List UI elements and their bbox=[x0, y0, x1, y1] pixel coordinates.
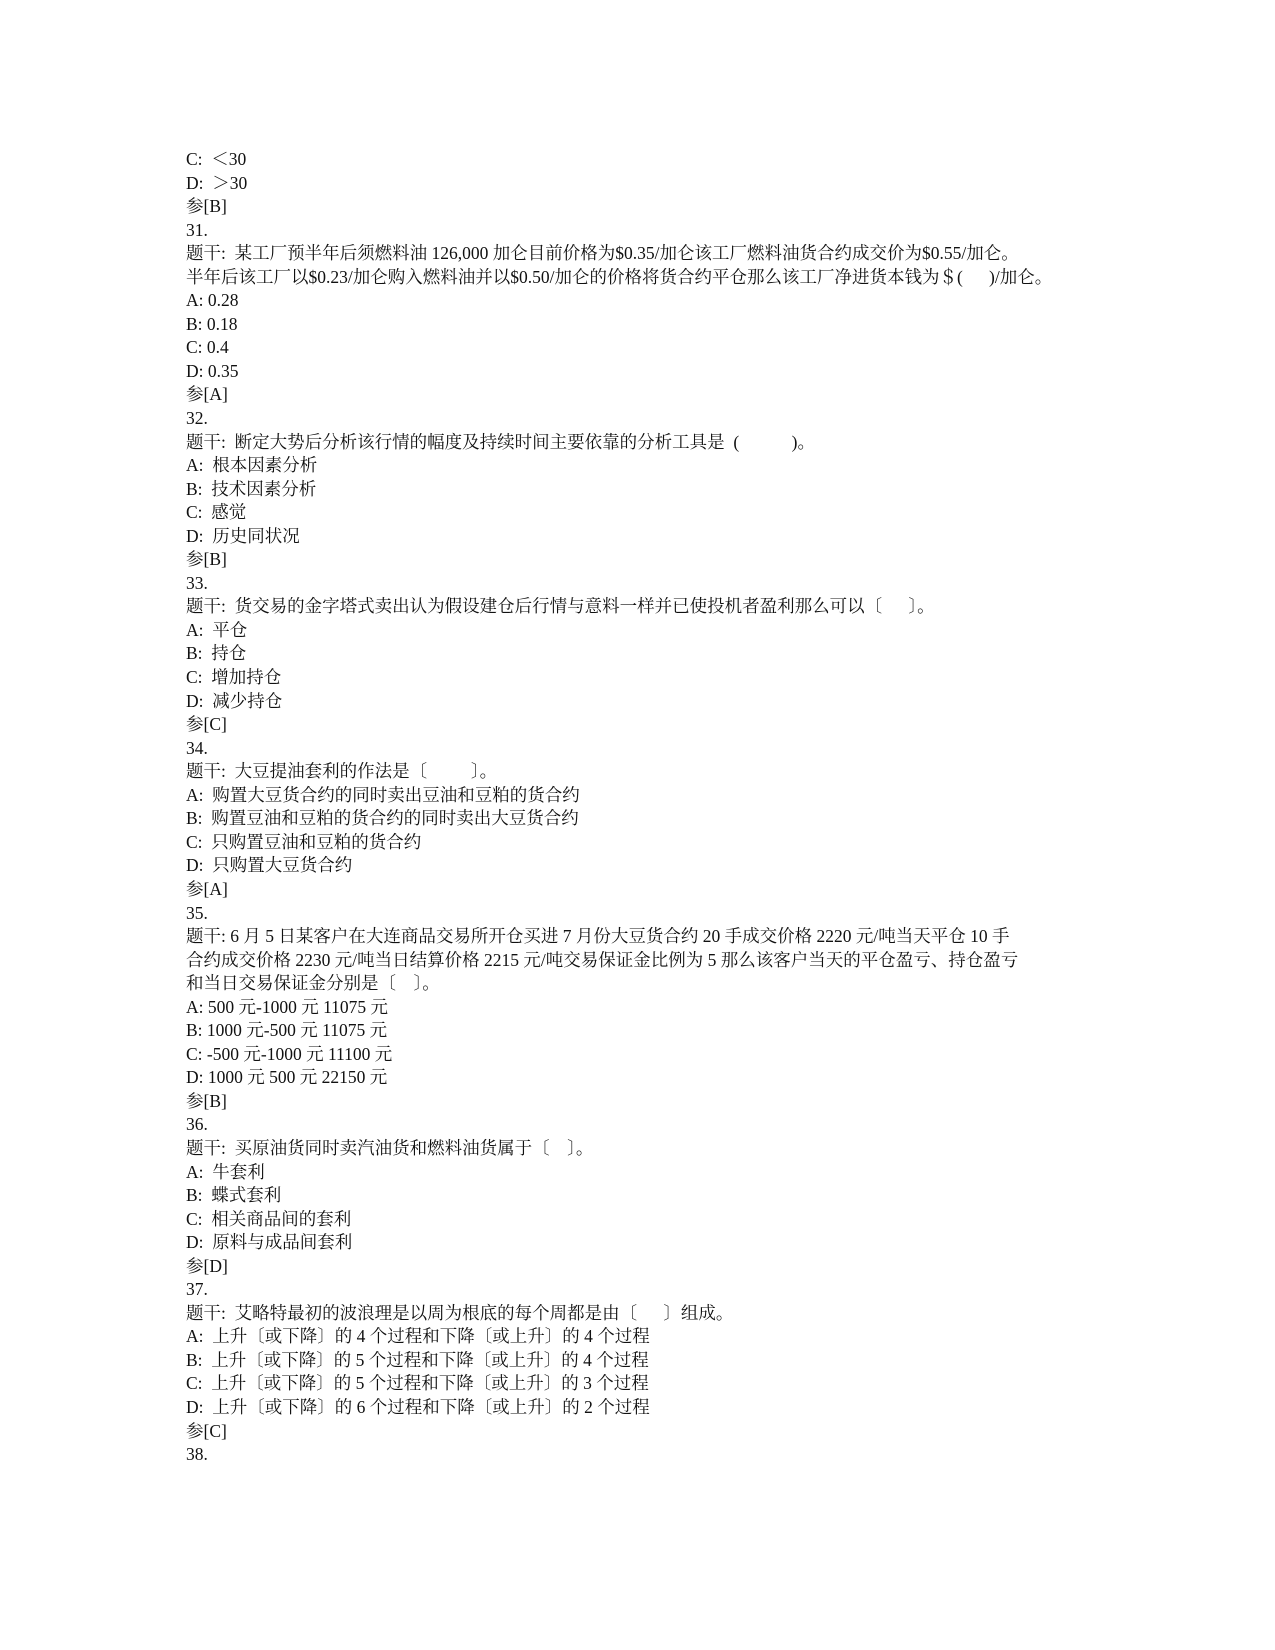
option-line: D: 历史同状况 bbox=[186, 525, 300, 546]
option-line: D: 只购置大豆货合约 bbox=[186, 855, 353, 876]
option-line: B: 上升〔或下降〕的 5 个过程和下降〔或上升〕的 4 个过程 bbox=[186, 1349, 649, 1370]
question-number: 38. bbox=[186, 1444, 208, 1465]
question-number: 32. bbox=[186, 408, 208, 429]
option-line: D: 上升〔或下降〕的 6 个过程和下降〔或上升〕的 2 个过程 bbox=[186, 1396, 650, 1417]
question-stem: 题干: 某工厂预半年后须燃料油 126,000 加仑目前价格为$0.35/加仑该工厂燃料油货合约成交价为$0.55/加仑。 bbox=[186, 243, 1019, 264]
option-line: B: 持仓 bbox=[186, 643, 247, 664]
question-number: 36. bbox=[186, 1114, 208, 1135]
question-stem: 题干: 艾略特最初的波浪理是以周为根底的每个周都是由〔 〕组成。 bbox=[186, 1302, 734, 1323]
option-line: D: 0.35 bbox=[186, 360, 239, 381]
option-line: C: 0.4 bbox=[186, 337, 229, 358]
question-stem: 半年后该工厂以$0.23/加仑购入燃料油并以$0.50/加仑的价格将货合约平仓那么该工厂净进货本钱为＄( )/加仑。 bbox=[186, 266, 1053, 287]
option-line: A: 购置大豆货合约的同时卖出豆油和豆粕的货合约 bbox=[186, 784, 580, 805]
option-line: D: 减少持仓 bbox=[186, 690, 283, 711]
option-line: A: 平仓 bbox=[186, 619, 248, 640]
option-line: C: 感觉 bbox=[186, 502, 247, 523]
answer-line: 参[B] bbox=[186, 1090, 227, 1111]
question-stem: 题干: 买原油货同时卖汽油货和燃料油货属于〔 〕。 bbox=[186, 1137, 594, 1158]
document-page bbox=[186, 148, 1106, 1467]
question-stem: 和当日交易保证金分别是〔 〕。 bbox=[186, 973, 440, 994]
question-stem: 合约成交价格 2230 元/吨当日结算价格 2215 元/吨交易保证金比例为 5 那么该客户当天的平仓盈亏、持仓盈亏 bbox=[186, 949, 1019, 970]
question-number: 37. bbox=[186, 1279, 208, 1300]
option-line: D: 1000 元 500 元 22150 元 bbox=[186, 1067, 388, 1088]
option-line: C: 相关商品间的套利 bbox=[186, 1208, 352, 1229]
option-line: B: 技术因素分析 bbox=[186, 478, 317, 499]
answer-line: 参[C] bbox=[186, 714, 227, 735]
option-line: A: 根本因素分析 bbox=[186, 455, 318, 476]
option-line: A: 牛套利 bbox=[186, 1161, 265, 1182]
question-stem: 题干: 6 月 5 日某客户在大连商品交易所开仓买进 7 月份大豆货合约 20 手成交价格 2220 元/吨当天平仓 10 手 bbox=[186, 926, 1010, 947]
option-line: C: 增加持仓 bbox=[186, 667, 282, 688]
answer-line: 参[A] bbox=[186, 878, 228, 899]
question-number: 34. bbox=[186, 737, 208, 758]
option-line: C: 只购置豆油和豆粕的货合约 bbox=[186, 831, 422, 852]
option-line: D: 原料与成品间套利 bbox=[186, 1232, 353, 1253]
answer-line: 参[B] bbox=[186, 549, 227, 570]
option-line: A: 500 元-1000 元 11075 元 bbox=[186, 996, 389, 1017]
option-line: B: 购置豆油和豆粕的货合约的同时卖出大豆货合约 bbox=[186, 808, 579, 829]
option-line: A: 0.28 bbox=[186, 290, 239, 311]
answer-line: 参[D] bbox=[186, 1255, 228, 1276]
question-number: 31. bbox=[186, 219, 208, 240]
question-stem: 题干: 货交易的金字塔式卖出认为假设建仓后行情与意料一样并已使投机者盈利那么可以〔 〕。 bbox=[186, 596, 935, 617]
option-line: B: 蝶式套利 bbox=[186, 1185, 282, 1206]
option-line: B: 0.18 bbox=[186, 313, 238, 334]
question-number: 33. bbox=[186, 572, 208, 593]
text-line: C: ＜30 bbox=[186, 149, 247, 169]
question-stem: 题干: 断定大势后分析该行情的幅度及持续时间主要依靠的分析工具是 ( )。 bbox=[186, 431, 816, 452]
answer-line: 参[A] bbox=[186, 384, 228, 405]
answer-line: 参[B] bbox=[186, 196, 227, 217]
option-line: A: 上升〔或下降〕的 4 个过程和下降〔或上升〕的 4 个过程 bbox=[186, 1326, 650, 1347]
text-line: D: ＞30 bbox=[186, 172, 248, 193]
answer-line: 参[C] bbox=[186, 1420, 227, 1441]
question-stem: 题干: 大豆提油套利的作法是〔 〕。 bbox=[186, 761, 498, 782]
option-line: C: 上升〔或下降〕的 5 个过程和下降〔或上升〕的 3 个过程 bbox=[186, 1373, 649, 1394]
option-line: C: -500 元-1000 元 11100 元 bbox=[186, 1043, 393, 1064]
option-line: B: 1000 元-500 元 11075 元 bbox=[186, 1020, 388, 1041]
question-number: 35. bbox=[186, 902, 208, 923]
